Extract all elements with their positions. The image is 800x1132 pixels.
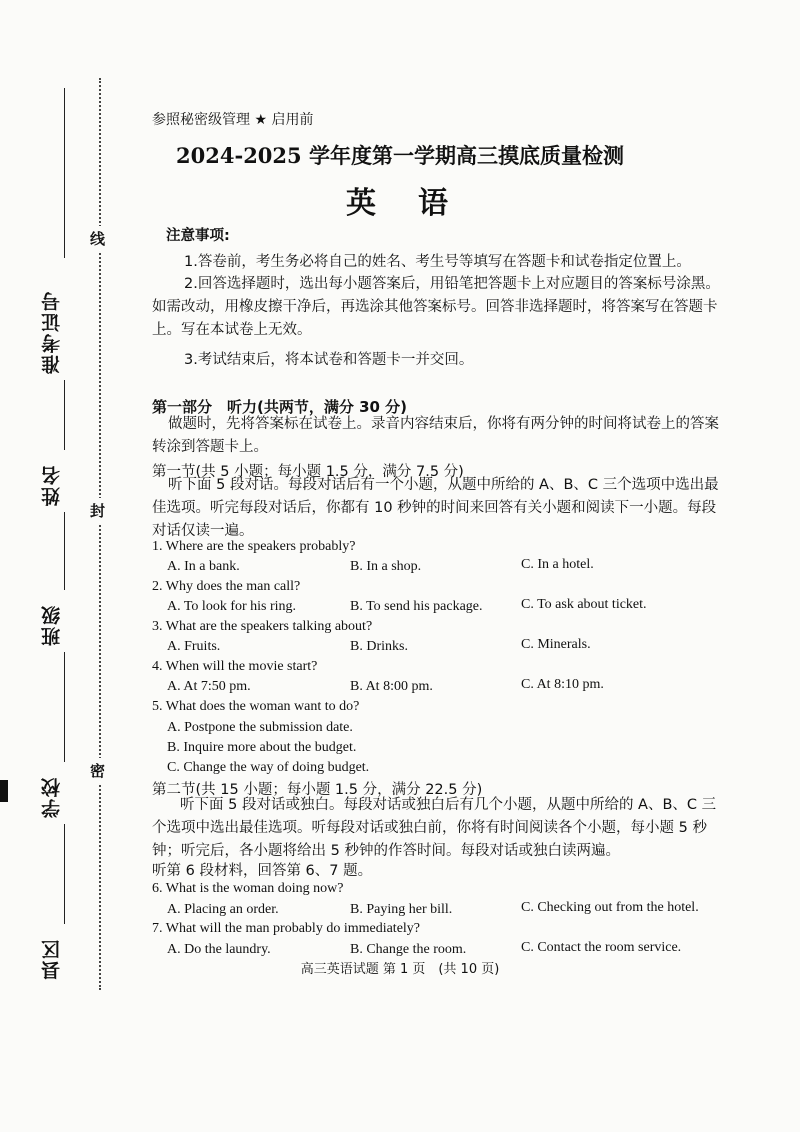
field-label-class: 班级 (41, 604, 63, 646)
option-b: B. Paying her bill. (350, 902, 453, 917)
field-label-county: 县区 (41, 938, 63, 980)
material-6-label: 听第 6 段材料，回答第 6、7 题。 (152, 863, 373, 879)
field-line-exam-number (64, 88, 65, 258)
question-stem: 5. What does the woman want to do? (152, 699, 360, 714)
option-c: C. Change the way of doing budget. (167, 760, 370, 775)
note-item-2: 2.回答选择题时，选出每小题答案后，用铅笔把答题卡上对应题目的答案标号涂黑。如需改动，用橡皮擦干净后，再选涂其他答案标号。回答非选择题时，将答案写在答题卡上。写在本试卷上无效。 (152, 276, 720, 338)
section1-instructions: 听下面 5 段对话。每段对话后有一个小题，从题中所给的 A、B、C 三个选项中选出最佳选项。听完每段对话后，你都有 10 秒钟的时间来回答有关小题和阅读下一小题。每段对话仅读一遍。 (152, 477, 719, 539)
option-c: C. Checking out from the hotel. (521, 900, 699, 915)
question-stem: 2. Why does the man call? (152, 579, 301, 594)
note-item-3: 3.考试结束后，将本试卷和答题卡一并交回。 (184, 352, 474, 368)
section1-heading: 第一节(共 5 小题；每小题 1.5 分，满分 7.5 分) (152, 464, 464, 480)
question-stem: 3. What are the speakers talking about? (152, 619, 373, 634)
page-footer: 高三英语试题 第 1 页 (共 10 页) (300, 962, 500, 977)
question-stem: 4. When will the movie start? (152, 659, 318, 674)
seal-char-seal: 封 (90, 498, 105, 523)
part1-intro: 做题时，先将答案标在试卷上。录音内容结束后，你将有两分钟的时间将试卷上的答案转涂到答题卡上。 (152, 416, 719, 455)
scan-mark (0, 780, 8, 802)
field-label-school: 学校 (41, 776, 63, 818)
option-b: B. In a shop. (350, 559, 422, 574)
option-a: A. To look for his ring. (167, 599, 297, 614)
note-item-1: 1.答卷前，考生务必将自己的姓名、考生号等填写在答题卡和试卷指定位置上。 (184, 254, 691, 270)
field-line-class (64, 512, 65, 590)
section2-heading: 第二节(共 15 小题；每小题 1.5 分，满分 22.5 分) (152, 782, 483, 798)
option-c: C. Contact the room service. (521, 940, 682, 955)
option-c: C. At 8:10 pm. (521, 677, 604, 692)
option-a: A. Do the laundry. (167, 942, 271, 957)
field-line-county (64, 824, 65, 924)
option-b: B. Change the room. (350, 942, 467, 957)
notes-heading: 注意事项: (166, 228, 230, 244)
field-line-school (64, 652, 65, 762)
confidential-label: 参照秘密级管理 ★ 启用前 (152, 112, 314, 128)
option-b: B. Inquire more about the budget. (167, 740, 357, 755)
question-stem: 1. Where are the speakers probably? (152, 539, 356, 554)
seal-char-secret: 密 (90, 758, 105, 783)
question-stem: 6. What is the woman doing now? (152, 881, 344, 896)
option-a: A. In a bank. (167, 559, 240, 574)
option-c: C. In a hotel. (521, 557, 594, 572)
section2-instructions: 听下面 5 段对话或独白。每段对话或独白后有几个小题，从题中所给的 A、B、C 三个选项中选出最佳选项。听每段对话或独白前，你将有时间阅读各个小题，每小题 5 秒钟；听完后，各小题将给出 5 秒钟的作答时间。每段对话或独白读两遍。 (152, 797, 717, 859)
option-a: A. At 7:50 pm. (167, 679, 251, 694)
field-label-exam-number: 准考证号 (41, 290, 63, 374)
option-b: B. To send his package. (350, 599, 483, 614)
part1-heading: 第一部分 听力(共两节，满分 30 分) (152, 398, 408, 416)
field-line-name (64, 380, 65, 450)
option-c: C. Minerals. (521, 637, 591, 652)
question-stem: 7. What will the man probably do immediately? (152, 921, 421, 936)
option-b: B. Drinks. (350, 639, 408, 654)
seal-char-line: 线 (90, 226, 105, 251)
subject-title: 英 语 (346, 186, 454, 221)
option-b: B. At 8:00 pm. (350, 679, 433, 694)
exam-title: 2024-2025 学年度第一学期高三摸底质量检测 (176, 143, 624, 168)
option-c: C. To ask about ticket. (521, 597, 647, 612)
option-a: A. Fruits. (167, 639, 221, 654)
option-a: A. Postpone the submission date. (167, 720, 353, 735)
field-label-name: 姓名 (41, 464, 63, 506)
option-a: A. Placing an order. (167, 902, 279, 917)
